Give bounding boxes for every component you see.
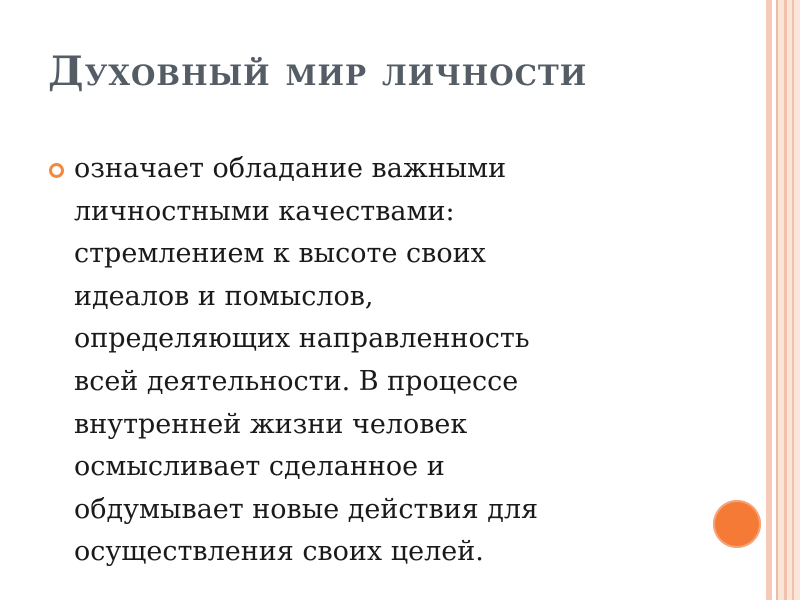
bullet-text <box>74 148 708 574</box>
bullet-line: определяющих направленность <box>74 323 530 355</box>
bullet-line: осуществления своих целей. <box>74 536 484 568</box>
border-stripe <box>784 0 787 600</box>
bullet-line: личностными качествами: <box>74 195 455 227</box>
bullet-line: обдумывает новые действия для <box>74 493 539 525</box>
bullet-line: идеалов и помыслов, <box>74 280 374 312</box>
border-stripe <box>776 0 800 600</box>
circle-bullet-icon <box>49 163 64 178</box>
bullet-line: осмысливает сделанное и <box>74 451 445 483</box>
bullet-line: стремлением к высоте своих <box>74 238 486 270</box>
bullet-line: внутренней жизни человек <box>74 408 468 440</box>
bullet-item <box>48 148 708 574</box>
border-stripe <box>766 0 772 600</box>
slide-body <box>48 148 708 574</box>
bullet-line: означает обладание важными <box>74 153 507 184</box>
bullet-line: всей деятельности. В процессе <box>74 365 519 397</box>
slide-title: Духовный мир личности <box>48 48 588 95</box>
border-stripe <box>792 0 794 600</box>
decorative-circle-icon <box>713 500 761 548</box>
